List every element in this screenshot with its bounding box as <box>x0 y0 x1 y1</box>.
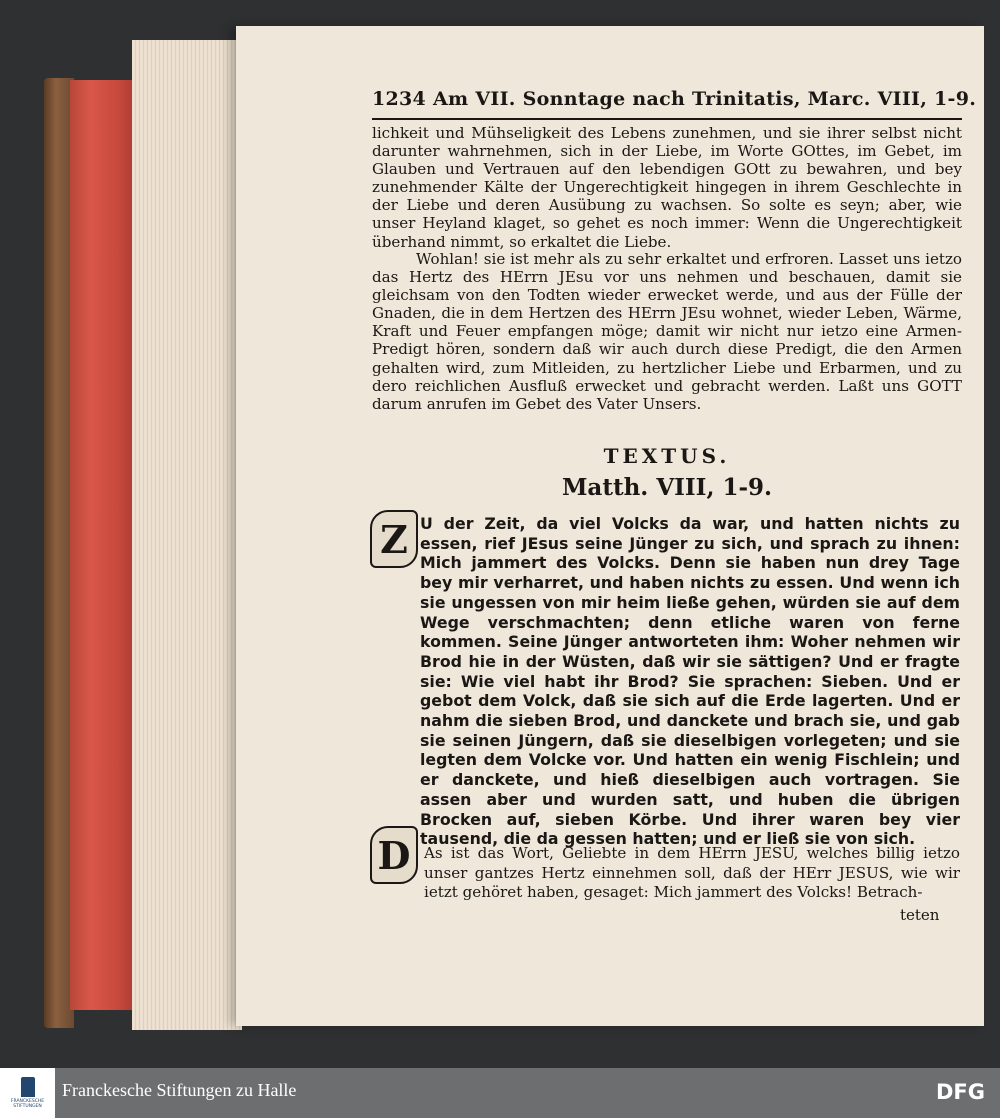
scripture-reference: Matth. VIII, 1-9. <box>561 474 773 501</box>
drop-cap-1: Z <box>370 510 418 568</box>
institution-name: Franckesche Stiftungen zu Halle <box>62 1080 297 1100</box>
catchword: teten <box>900 906 940 924</box>
scripture-first-sentence: U der Zeit, da viel Volcks da war, und hatten nichts zu essen, rief JEsus seine Jünger zu sich, und sprach zu ihnen: Mich jammert des Volcks. <box>420 514 960 573</box>
dfg-logo[interactable] <box>936 1078 990 1104</box>
building-icon <box>21 1077 35 1097</box>
scripture-remainder: Denn sie haben nun drey Tage bey mir verharret, und haben nichts zu essen. Und wenn ich sie ungessen von mir heim ließe gehen, würden sie auf dem Wege verschmachten; denn etliche waren von ferne kommen. Seine Jünger antworteten ihm: Woher nehmen wir Brod hie in der Wüsten, daß wir sie sättigen? Und er fragte sie: Wie viel habt ihr Brod? Sie sprachen: Sieben. Und er gebot dem Volck, daß sie sich auf die Erde lagerten. Und er nahm die sieben Brod, und danckete und brach sie, und gab sie seinen Jüngern, daß sie dieselbigen vorlegeten; und sie legten dem Volcke vor. Und hatten ein wenig Fischlein; und er danckete, und hieß dieselbigen auch vortragen. Sie assen aber und wurden satt, und huben die übrigen Brocken auf, sieben Körbe. Und ihrer waren bey vier tausend, die da gessen hatten; und er ließ sie von sich. <box>420 553 960 849</box>
paragraph-1: lichkeit und Mühseligkeit des Lebens zunehmen, und sie ihrer selbst nicht darunter wahrnehmen, sich in der Liebe, im Worte GOttes, im Gebet, im Glauben und Vertrauen auf den lebendigen GOtt zu bewahren, und bey zunehmender Kälte der Ungerechtigkeit hingegen in ihrem Geschlechte in der Liebe und deren Ausübung zu wachsen. So solte es seyn; aber, wie unser Heyland klaget, so gehet es noch immer: Wenn die Ungerechtigkeit überhand nimmt, so erkaltet die Liebe. <box>372 124 962 251</box>
red-page-edge <box>70 80 138 1010</box>
drop-cap-2: D <box>370 826 418 884</box>
scripture-text <box>420 514 960 849</box>
page-stack <box>132 40 242 1030</box>
textus-heading: TEXTUS. <box>603 444 731 468</box>
running-header: 1234 Am VII. Sonntage nach Trinitatis, Marc. VIII, 1-9. <box>372 88 962 120</box>
exordium-text: As ist das Wort, Geliebte in dem HErrn JESU, welches billig ietzo unser gantzes Hertz einnehmen soll, daß der HErr JESUS, wie wir ietzt gehöret haben, gesaget: Mich jammert des Volcks! Betrach- <box>424 844 960 901</box>
dfg-logo-text: DFG <box>936 1080 986 1104</box>
paragraph-2: Wohlan! sie ist mehr als zu sehr erkaltet und erfroren. Lasset uns ietzo das Hertz des HErrn JEsu vor uns nehmen und beschauen, damit sie gleichsam von den Todten wieder erwecket werde, und aus der Fülle der Gnaden, die in dem Hertzen des HErrn JEsu wohnet, wieder Leben, Wärme, Kraft und Feuer empfangen möge; damit wir nicht nur ietzo eine Armen-Predigt hören, sondern daß wir auch durch diese Predigt, die den Armen gehalten wird, zum Mitleiden, zu hertzlicher Liebe und Erbarmen, und zu dero reichlichen Ausfluß erwecket und gebracht werden. Laßt uns GOTT darum anrufen im Gebet des Vater Unsers. <box>372 250 962 413</box>
right-page-sliver <box>984 26 1000 1026</box>
institution-logo[interactable] <box>0 1068 55 1118</box>
logo-text: FRANCKESCHE STIFTUNGEN <box>10 1099 45 1109</box>
